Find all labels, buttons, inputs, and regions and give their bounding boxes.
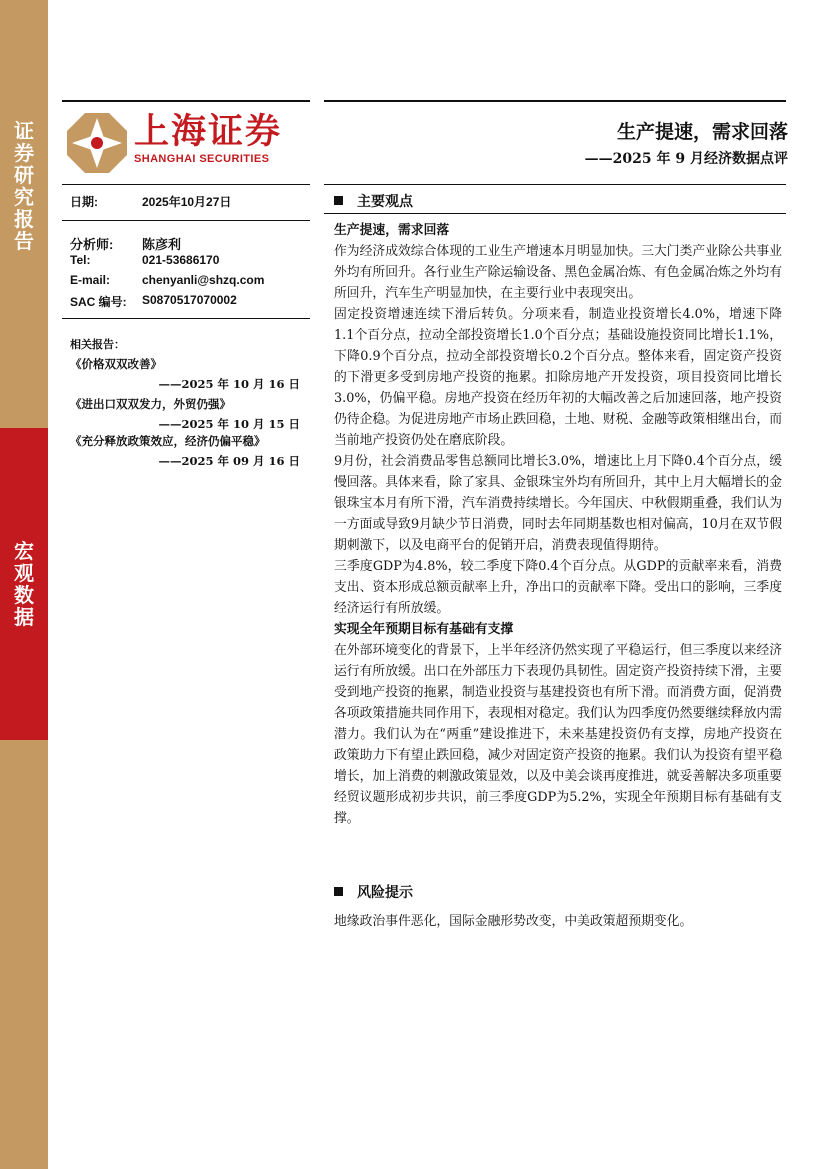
subheading: 生产提速，需求回落 [334,223,450,238]
divider [324,213,786,214]
paragraph: 9月份，社会消费品零售总额同比增长3.0%，增速比上月下降0.4个百分点，缓慢回落。具体来看，除了家具、金银珠宝外均有所回升，其中上月大幅增长的金银珠宝本月有所下滑，汽车消费持续增长。今年国庆、中秋假期重叠，我们认为一方面或导致9月缺少节日消费，同时去年同期基数也相对偏高，10月在双节假期刺激下，以及电商平台的促销开启，消费表现值得期待。 [334,454,782,553]
header-rule-left [62,100,310,102]
sidebar-label-category: 宏 观 数 据 [14,539,34,629]
brand-name-en: SHANGHAI SECURITIES [134,153,270,165]
paragraph: 作为经济成效综合体现的工业生产增速本月明显加快。三大门类产业除公共事业外均有所回升。各行业生产除运输设备、黑色金属冶炼、有色金属冶炼之外均有所回升，汽车生产明显加快，在主要行业中表现突出。 [334,244,782,301]
paragraph: 在外部环境变化的背景下，上半年经济仍然实现了平稳运行，但三季度以来经济运行有所放缓。出口在外部压力下表现仍具韧性。固定资产投资持续下滑，主要受到地产投资的拖累，制造业投资与基建投资也有所下滑。而消费方面，促消费各项政策措施共同作用下，表现相对稳定。我们认为四季度仍然要继续释放内需潜力。我们认为在“两重”建设推进下，未来基建投资仍有支撑，房地产投资在政策助力下有望止跌回稳，减少对固定资产投资的拖累。我们认为投资有望平稳增长，加上消费的刺激政策显效，以及中美会谈再度推进，就妥善解决多项重要经贸议题形成初步共识，前三季度GDP为5.2%，实现全年预期目标有基础有支撑。 [334,643,782,826]
risk-heading: 风险提示 [334,882,413,902]
related-report-date: ——2025 年 10 月 15 日 [158,417,300,431]
related-report-item [70,433,300,471]
brand-name-cn: 上海证券 [134,112,283,152]
related-report-item [70,356,300,394]
related-report-date: ——2025 年 09 月 16 日 [158,454,300,468]
related-report-title: 《充分释放政策效应，经济仍偏平稳》 [70,434,266,448]
report-title: 生产提速，需求回落 [616,121,788,143]
divider [62,318,310,319]
paragraph: 固定投资增速连续下滑后转负。分项来看，制造业投资增长4.0%，增速下降1.1个百分点，拉动全部投资增长1.0个百分点；基础设施投资同比增长1.1%，下降0.9个百分点，拉动全部投资增长0.2个百分点。整体来看，固定资产投资的下滑更多受到房地产投资的拖累。扣除房地产开发投资，项目投资同比增长3.0%，仍偏平稳。房地产投资在经历年初的大幅改善之后加速回落，地产投资仍待企稳。为促进房地产市场止跌回稳，土地、财税、金融等政策相继出台，而当前地产投资仍处在磨底阶段。 [334,307,782,448]
related-report-title: 《价格双双改善》 [70,357,162,371]
sidebar [0,0,48,1169]
header-rule-right [324,100,786,102]
subheading: 实现全年预期目标有基础有支撑 [334,622,514,637]
risk-text: 地缘政治事件恶化，国际金融形势改变，中美政策超预期变化。 [334,914,693,929]
divider [62,220,310,221]
related-report-date: ——2025 年 10 月 16 日 [158,377,300,391]
bullet-square-icon [334,887,343,896]
main-body [334,220,782,829]
bullet-square-icon [334,196,343,205]
octagon-logo-icon [66,112,128,174]
divider [62,184,310,185]
related-report-item [70,396,300,434]
main-points-heading: 主要观点 [334,191,413,211]
sidebar-label-report-type: 证 券 研 究 报 告 [14,119,34,253]
divider [324,184,786,185]
report-subtitle: ——2025 年 9 月经济数据点评 [584,151,788,167]
paragraph: 三季度GDP为4.8%，较二季度下降0.4个百分点。从GDP的贡献率来看，消费支出、资本形成总额贡献率上升，净出口的贡献率下降。受出口的影响，三季度经济运行有所放缓。 [334,559,782,616]
related-report-title: 《进出口双双发力，外贸仍强》 [70,397,231,411]
related-reports-heading: 相关报告： [70,338,125,351]
